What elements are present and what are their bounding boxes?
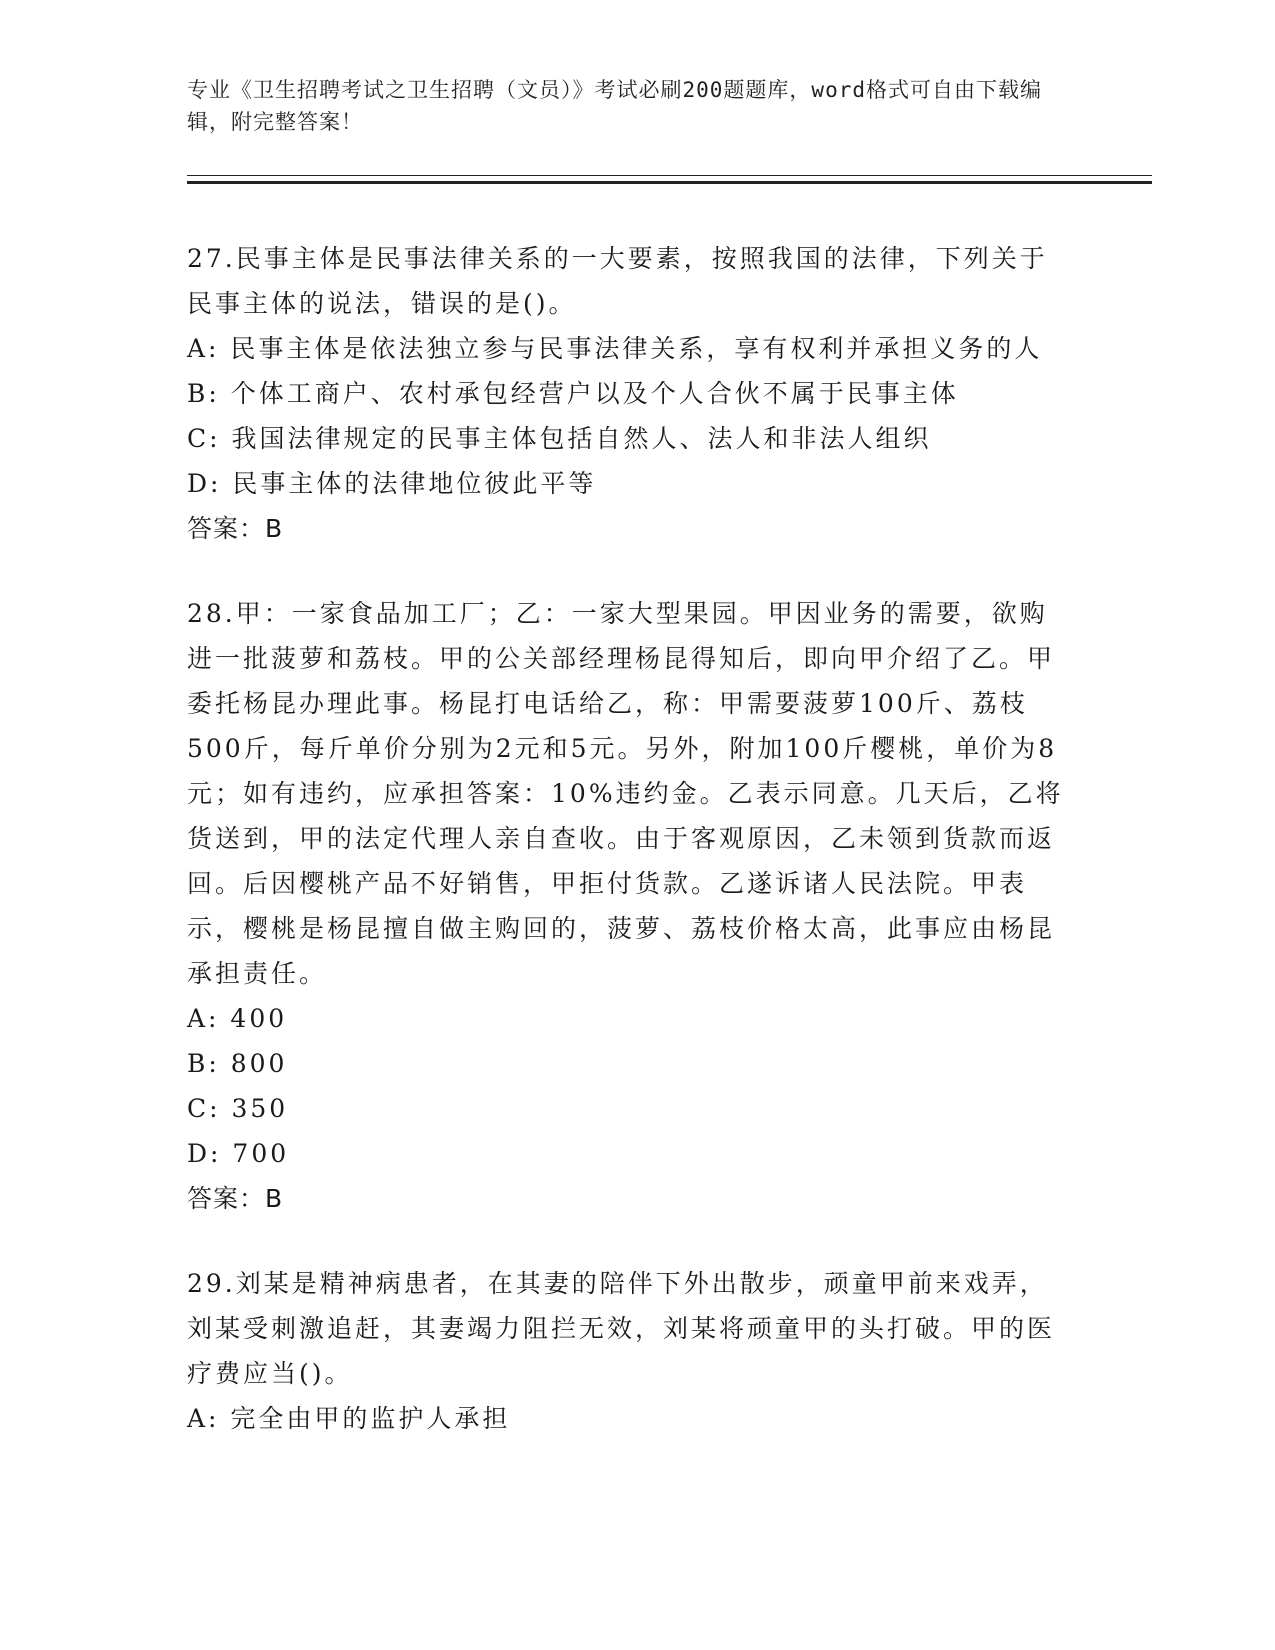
question-27 — [187, 236, 1067, 551]
answer: 答案：B — [187, 514, 284, 543]
option-c: C: 350 — [187, 1094, 289, 1123]
option-a: A: 完全由甲的监护人承担 — [187, 1404, 511, 1433]
option-c: C: 我国法律规定的民事主体包括自然人、法人和非法人组织 — [187, 424, 932, 453]
document-header: 专业《卫生招聘考试之卫生招聘（文员）》考试必刷200题题库，word格式可自由下载编辑，附完整答案！ — [187, 78, 1042, 134]
question-list — [187, 236, 1067, 1481]
option-d: D: 700 — [187, 1139, 290, 1168]
header-divider-thick — [187, 181, 1152, 184]
answer: 答案：B — [187, 1184, 284, 1213]
option-b: B: 800 — [187, 1049, 288, 1078]
option-a: A: 民事主体是依法独立参与民事法律关系，享有权利并承担义务的人 — [187, 334, 1043, 363]
question-text: 29.刘某是精神病患者，在其妻的陪伴下外出散步，顽童甲前来戏弄，刘某受刺激追赶，其妻竭力阻拦无效，刘某将顽童甲的头打破。甲的医疗费应当()。 — [187, 1269, 1056, 1388]
header-divider-thin — [187, 175, 1152, 176]
option-b: B: 个体工商户、农村承包经营户以及个人合伙不属于民事主体 — [187, 379, 959, 408]
question-29 — [187, 1261, 1067, 1441]
option-a: A: 400 — [187, 1004, 288, 1033]
question-28 — [187, 591, 1067, 1221]
option-d: D: 民事主体的法律地位彼此平等 — [187, 469, 597, 498]
question-text: 28.甲：一家食品加工厂；乙：一家大型果园。甲因业务的需要，欲购进一批菠萝和荔枝。甲的公关部经理杨昆得知后，即向甲介绍了乙。甲委托杨昆办理此事。杨昆打电话给乙，称：甲需要菠萝100斤、荔枝500斤，每斤单价分别为2元和5元。另外，附加100斤樱桃，单价为8元；如有违约，应承担答案：10%违约金。乙表示同意。几天后，乙将货送到，甲的法定代理人亲自查收。由于客观原因，乙未领到货款而返回。后因樱桃产品不好销售，甲拒付货款。乙遂诉诸人民法院。甲表示，樱桃是杨昆擅自做主购回的，菠萝、荔枝价格太高，此事应由杨昆承担责任。 — [187, 599, 1064, 988]
question-text: 27.民事主体是民事法律关系的一大要素，按照我国的法律，下列关于民事主体的说法，错误的是()。 — [187, 244, 1048, 318]
